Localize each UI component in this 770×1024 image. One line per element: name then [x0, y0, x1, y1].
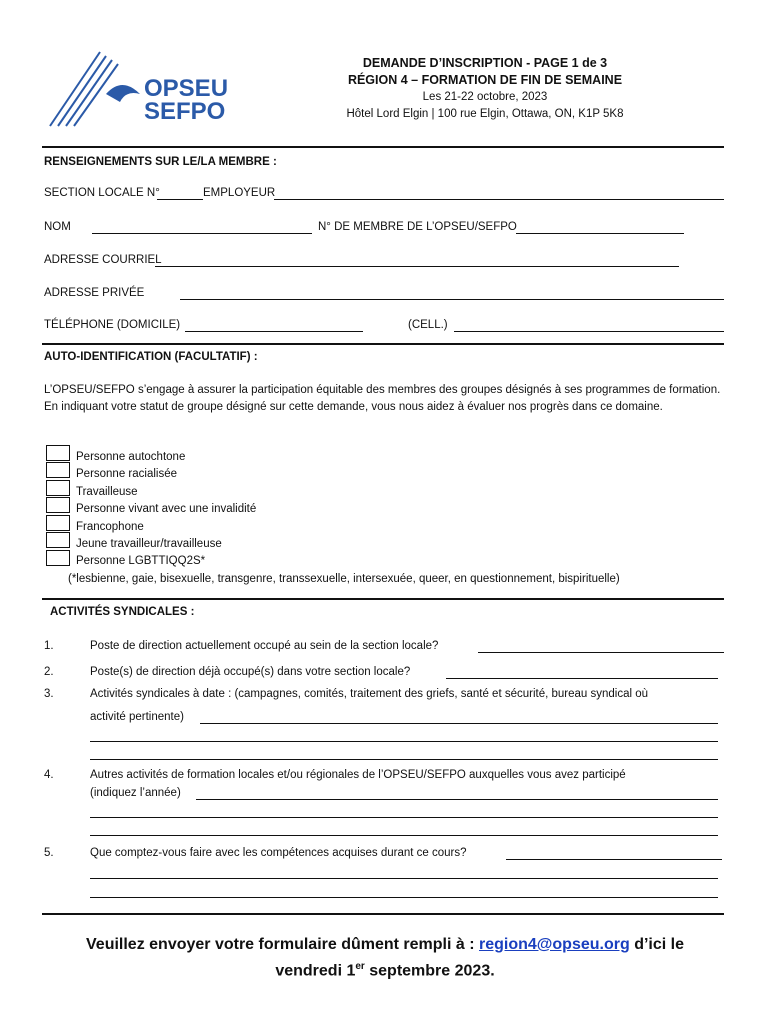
- option-label: Personne LGBTTIQQ2S*: [76, 555, 206, 567]
- phone-field[interactable]: [185, 331, 363, 332]
- question-number: 4.: [44, 769, 54, 781]
- email-label: ADRESSE COURRIEL: [44, 254, 162, 266]
- question-4-cont: (indiquez l’année): [90, 787, 181, 799]
- answer-4-line[interactable]: [90, 817, 718, 818]
- question-number: 5.: [44, 847, 54, 859]
- logo-text-sefpo: SEFPO: [144, 98, 226, 125]
- email-field[interactable]: [155, 266, 679, 267]
- checkbox-autochtone[interactable]: [46, 445, 70, 461]
- question-3: Activités syndicales à date : (campagnes, comités, traitement des griefs, santé et sécurité, bureau syndical où: [90, 688, 649, 700]
- self-id-footnote: (*lesbienne, gaie, bisexuelle, transgenre, transsexuelle, intersexuée, queer, en questionnement, bispirituelle): [68, 573, 620, 585]
- local-label: SECTION LOCALE N°: [44, 187, 160, 199]
- self-id-section-title: AUTO-IDENTIFICATION (FACULTATIF) :: [44, 351, 258, 363]
- option-label: Travailleuse: [76, 486, 138, 498]
- footer-text: septembre 2023.: [364, 962, 495, 980]
- checkbox-racialisee[interactable]: [46, 462, 70, 478]
- name-label: NOM: [44, 221, 71, 233]
- answer-4-field[interactable]: [196, 799, 718, 800]
- question-number: 3.: [44, 688, 54, 700]
- member-section-title: RENSEIGNEMENTS SUR LE/LA MEMBRE :: [44, 156, 277, 168]
- footer-superscript: er: [355, 961, 365, 972]
- member-no-field[interactable]: [516, 233, 684, 234]
- option-label: Jeune travailleur/travailleuse: [76, 538, 222, 550]
- self-id-intro: L’OPSEU/SEFPO s’engage à assurer la participation équitable des membres des groupes désignés à ses programmes de formation. En indiquant votre statut de groupe désigné sur cette demande, vous nous aidez à évaluer nos progrès dans ce domaine.: [44, 384, 721, 413]
- checkbox-francophone[interactable]: [46, 515, 70, 531]
- answer-5-line[interactable]: [90, 878, 718, 879]
- answer-5-line[interactable]: [90, 897, 718, 898]
- local-field[interactable]: [157, 199, 203, 200]
- logo-text-opseu: OPSEU: [144, 75, 229, 102]
- question-1: Poste de direction actuellement occupé au sein de la section locale?: [90, 640, 439, 652]
- cell-field[interactable]: [454, 331, 724, 332]
- address-field[interactable]: [180, 299, 724, 300]
- checkbox-invalidite[interactable]: [46, 497, 70, 513]
- answer-4-line[interactable]: [90, 835, 718, 836]
- employer-label: EMPLOYEUR: [203, 187, 276, 199]
- option-label: Personne vivant avec une invalidité: [76, 503, 257, 515]
- phone-label: TÉLÉPHONE (DOMICILE): [44, 319, 181, 331]
- employer-field[interactable]: [274, 199, 724, 200]
- footer-text: d’ici le: [629, 936, 684, 953]
- option-label: Personne racialisée: [76, 468, 178, 480]
- checkbox-travailleuse[interactable]: [46, 480, 70, 496]
- member-no-label: N° DE MEMBRE DE L’OPSEU/SEFPO: [318, 221, 517, 233]
- answer-1-field[interactable]: [478, 652, 724, 653]
- footer-email-link[interactable]: region4@opseu.org: [479, 936, 630, 953]
- opseu-logo: [48, 50, 238, 130]
- union-section-title: ACTIVITÉS SYNDICALES :: [50, 606, 195, 618]
- answer-5-field[interactable]: [506, 859, 722, 860]
- question-5: Que comptez-vous faire avec les compétences acquises durant ce cours?: [90, 847, 467, 859]
- form-title: DEMANDE D’INSCRIPTION - PAGE 1 de 3: [362, 56, 608, 70]
- name-field[interactable]: [92, 233, 312, 234]
- footer-text: Veuillez envoyer votre formulaire dûment rempli à :: [86, 936, 480, 953]
- footer-instruction: [0, 934, 770, 982]
- answer-3-line[interactable]: [90, 759, 718, 760]
- divider: [42, 913, 724, 915]
- checkbox-jeune[interactable]: [46, 532, 70, 548]
- form-subtitle: RÉGION 4 – FORMATION DE FIN DE SEMAINE: [347, 73, 623, 87]
- divider: [42, 598, 724, 600]
- question-3-cont: activité pertinente): [90, 711, 184, 723]
- divider: [42, 146, 724, 148]
- cell-label: (CELL.): [408, 319, 448, 331]
- option-label: Personne autochtone: [76, 451, 186, 463]
- footer-text: vendredi 1: [275, 962, 356, 980]
- question-number: 2.: [44, 666, 54, 678]
- answer-3-field[interactable]: [200, 723, 718, 724]
- question-number: 1.: [44, 640, 54, 652]
- question-4: Autres activités de formation locales et/ou régionales de l’OPSEU/SEFPO auxquelles vous avez participé: [90, 769, 626, 781]
- event-dates: Les 21-22 octobre, 2023: [422, 91, 548, 103]
- option-label: Francophone: [76, 521, 144, 533]
- answer-2-field[interactable]: [446, 678, 718, 679]
- event-venue: Hôtel Lord Elgin | 100 rue Elgin, Ottawa, ON, K1P 5K8: [346, 108, 624, 120]
- address-label: ADRESSE PRIVÉE: [44, 287, 145, 299]
- question-2: Poste(s) de direction déjà occupé(s) dans votre section locale?: [90, 666, 411, 678]
- answer-3-line[interactable]: [90, 741, 718, 742]
- checkbox-lgbttiqq2s[interactable]: [46, 550, 70, 566]
- divider: [42, 343, 724, 345]
